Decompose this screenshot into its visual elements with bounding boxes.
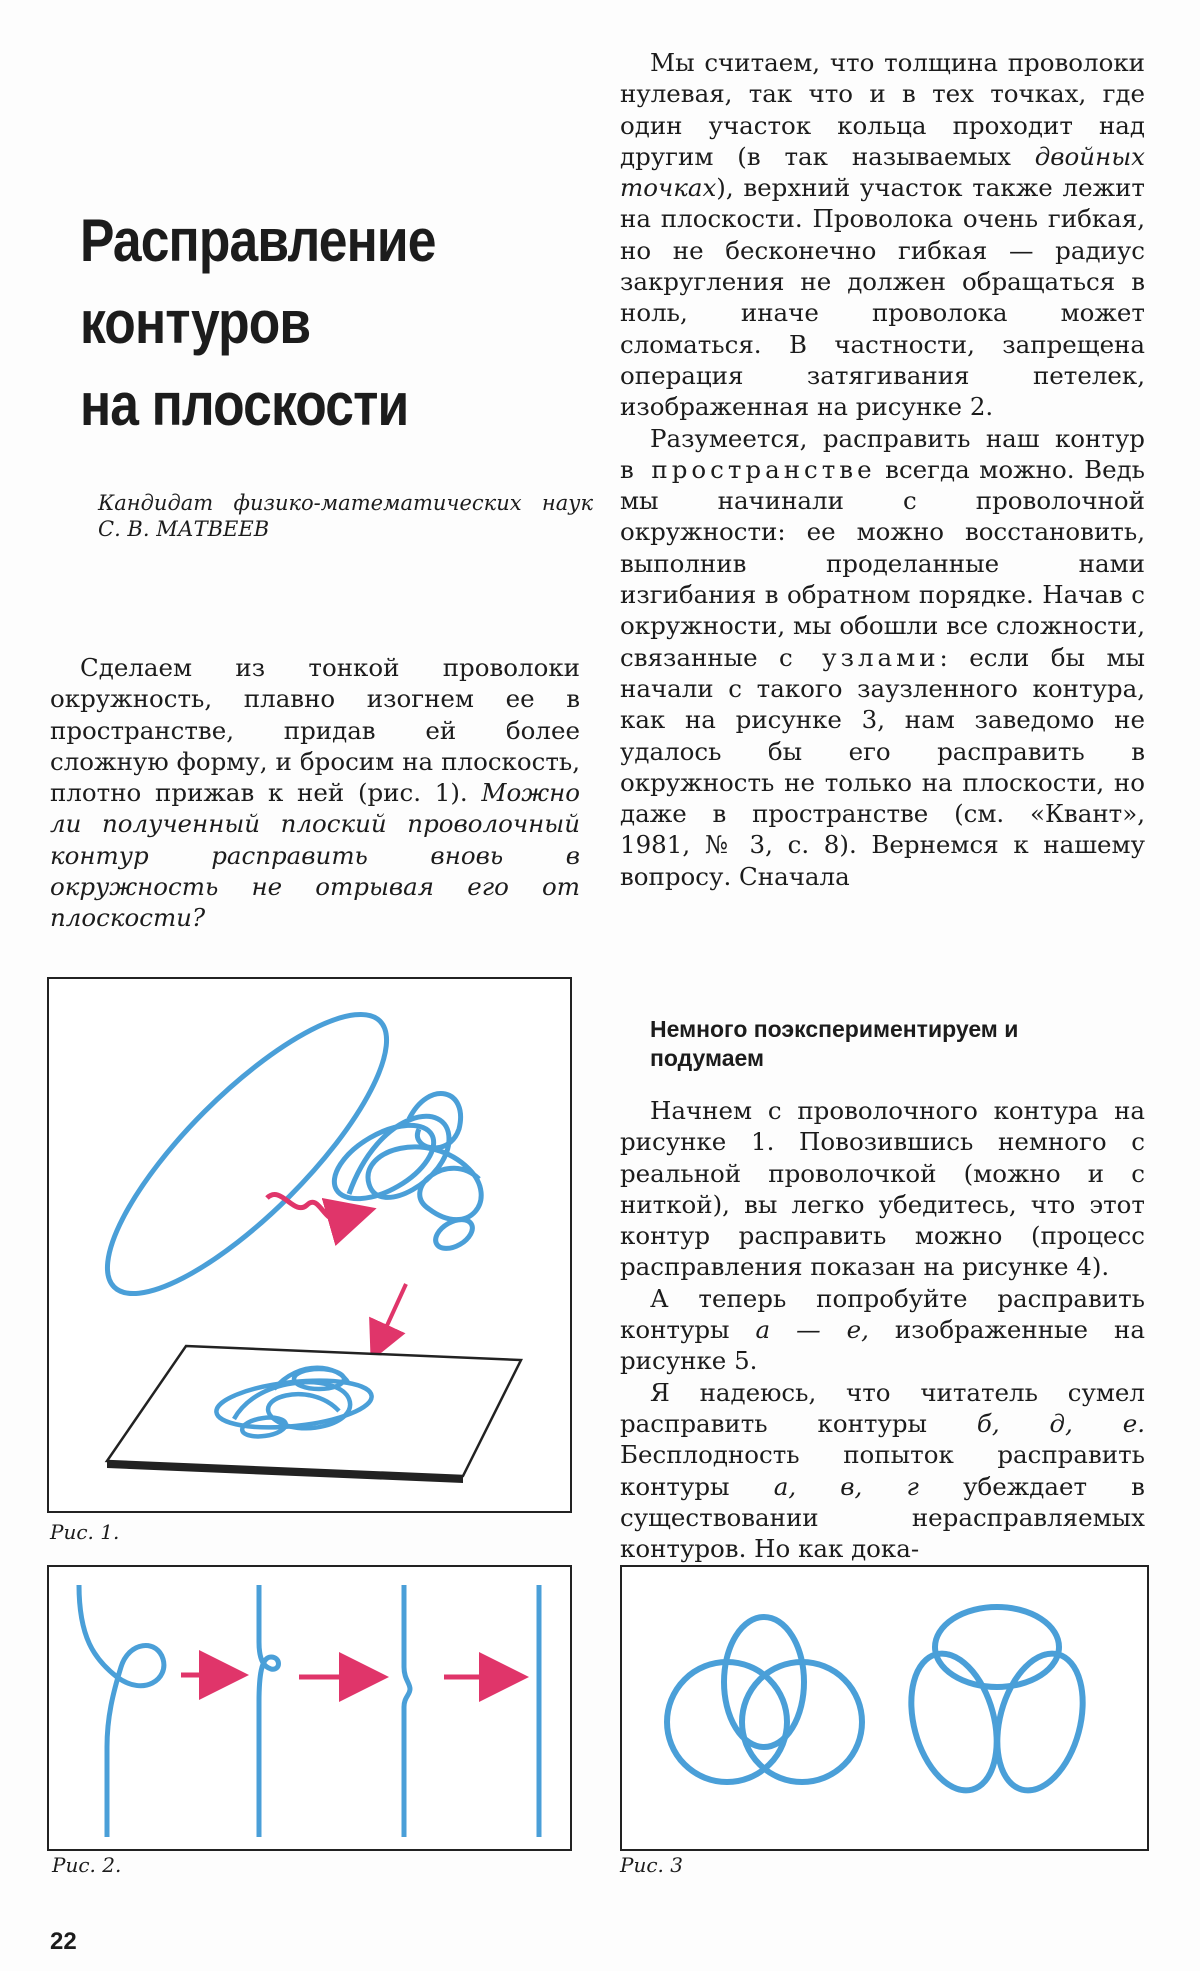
figure-2 — [47, 1565, 572, 1851]
emphasis-in-space: в пространстве — [620, 454, 876, 484]
paragraph-2: Разумеется, расправить наш контур в пространстве всегда можно. Ведь мы начинали с проволочной окружности: ее можно восстановить, выполнив проделанные нами изгибания в обратном порядке. Начав с окружности, мы обошли все сложности, связанные с узлами: если бы мы начали с такого заузленного контура, как на рисунке 3, нам заведомо не удалось бы его расправить в окружность не только на плоскости, но даже в пространстве (см. «Квант», 1981, № 3, с. 8). Вернемся к нашему вопросу. Сначала — [620, 423, 1146, 891]
byline — [98, 490, 593, 542]
loop-stage-1 — [79, 1585, 164, 1837]
knot-right — [897, 1607, 1097, 1800]
figure-3 — [620, 1565, 1149, 1851]
bent-wire — [322, 1094, 481, 1255]
figure-2-drawing — [49, 1567, 570, 1849]
article-title — [80, 200, 458, 446]
figure-2-caption: Рис. 2. — [52, 1853, 122, 1877]
intro-question: Можно ли полученный плоский проволочный контур расправить вновь в окружность не отрывая его от плоскости? — [50, 778, 580, 933]
figure-1 — [47, 977, 572, 1513]
figure-3-caption: Рис. 3 — [620, 1853, 683, 1877]
section-text — [620, 1095, 1145, 1564]
page-number: 22 — [50, 1928, 77, 1955]
figure-1-drawing — [49, 979, 570, 1511]
paragraph-1: Мы считаем, что толщина проволоки нулевая, так что и в тех точках, где один участок кольца проходит над другим (в так называемых двойных точках), верхний участок также лежит на плоскости. Проволока очень гибкая, но не бесконечно гибкая — радиус закругления не должен обращаться в ноль, иначе проволока может сломаться. В частности, запрещена операция затягивания петелек, изображенная на рисунке 2. — [620, 48, 1145, 422]
section-heading: Немного поэкспериментируем и подумаем — [650, 1016, 1019, 1071]
section-paragraph-3: Я надеюсь, что читатель сумел расправить контуры б, д, е. Бесплодность попыток расправить контуры а, в, г убеждает в существовании нерасправляемых контуров. Но как дока- — [620, 1377, 1145, 1564]
term-double-points: двойных точках — [620, 141, 1145, 203]
byline-degree: Кандидат физико-математических наук — [98, 491, 593, 515]
loop-stage-3 — [404, 1585, 410, 1837]
emphasis-knots: с узлами — [779, 642, 940, 672]
figure-1-caption: Рис. 1. — [50, 1520, 120, 1544]
right-column-text — [620, 47, 1145, 892]
figure-3-drawing — [622, 1567, 1147, 1849]
knot-left — [667, 1617, 862, 1782]
arrow-down — [374, 1284, 406, 1354]
title-line-1: Расправление — [80, 207, 436, 274]
section-paragraph-1: Начнем с проволочного контура на рисунке 1. Повозившись немного с реальной проволочкой (можно и с ниткой), вы легко убедитесь, что этот контур расправить можно (процесс расправления показан на рисунке 4). — [620, 1096, 1145, 1282]
section-paragraph-2: А теперь попробуйте расправить контуры а — е, изображенные на рисунке 5. — [620, 1283, 1145, 1376]
intro-statement: Сделаем из тонкой проволоки окружность, плавно изогнем ее в пространстве, придав ей более сложную форму, и бросим на плоскость, плотно прижав к ней (рис. 1). — [50, 653, 580, 808]
title-line-2: контуров — [80, 289, 311, 356]
byline-author: С. В. МАТВЕЕВ — [98, 517, 270, 541]
loop-stage-2 — [259, 1585, 279, 1837]
intro-text — [50, 652, 580, 934]
title-line-3: на плоскости — [80, 371, 409, 438]
